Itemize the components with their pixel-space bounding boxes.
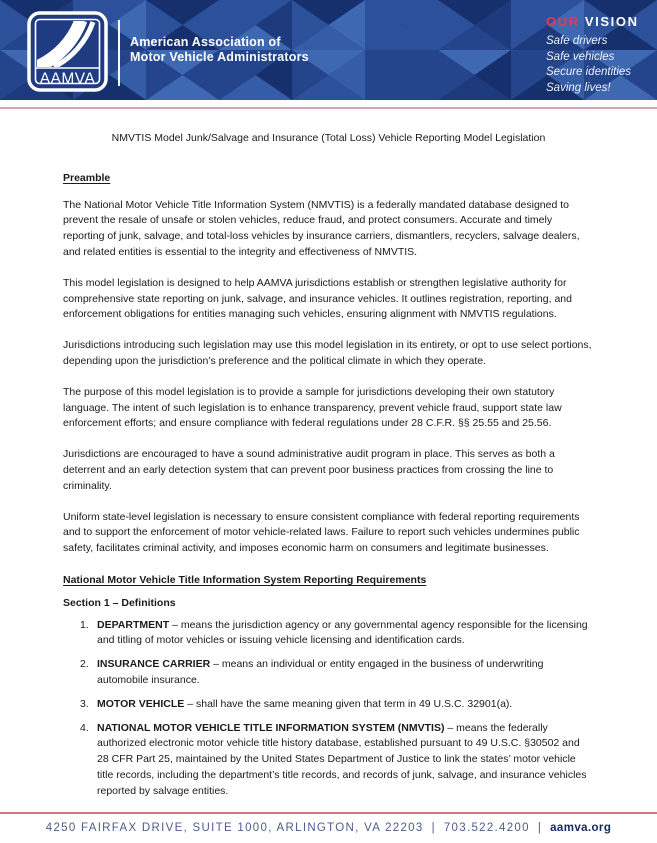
footer-contact-line: [0, 822, 657, 834]
vision-item: Safe drivers: [546, 35, 608, 47]
definition-item: [63, 657, 594, 689]
org-name: [130, 35, 309, 65]
definition-item: [63, 697, 594, 713]
definition-number: 1.: [80, 618, 89, 631]
preamble-paragraph: The National Motor Vehicle Title Information System (NMVTIS) is a federally mandated database designed to prevent the resale of unsafe or stolen vehicles, reduce fraud, and protect consumers. Accurate and timely reporting of junk, salvage, and total-loss vehicles by insurance carriers, dismantlers, recyclers, salvage dealers, and related entities is essential to the integrity and effectiveness of NMVTIS.: [63, 198, 580, 258]
definition-number: 4.: [80, 721, 89, 734]
vision-block: [546, 14, 651, 96]
definition-number: 3.: [80, 697, 89, 710]
definition-term: INSURANCE CARRIER: [97, 658, 211, 671]
vision-item: Safe vehicles: [546, 50, 615, 63]
definition-term: MOTOR VEHICLE: [97, 697, 185, 710]
aamva-road-icon: [27, 11, 108, 92]
vision-our: OUR: [546, 14, 580, 29]
logo-text: AAMVA: [39, 70, 96, 88]
footer-address: 4250 FAIRFAX DRIVE, SUITE 1000, ARLINGTON, VA 22203: [45, 822, 424, 834]
definition-text: – means an individual or entity engaged in the business of underwriting automobile insurance.: [97, 658, 544, 686]
document-title: NMVTIS Model Junk/Salvage and Insurance (Total Loss) Vehicle Reporting Model Legislation: [111, 132, 546, 144]
definition-item: [63, 721, 594, 800]
header-rule: [0, 107, 657, 109]
footer-separator: |: [431, 822, 436, 834]
aamva-logo: [27, 11, 108, 92]
preamble-paragraph: The purpose of this model legislation is to provide a sample for jurisdictions developing their own statutory language. The intent of such legislation is to enhance transparency, prevent vehicle fraud, support state law enforcement efforts; and ensure compliance with federal regulations under 28 C.F.R. §§ 25.55 and 25.56.: [63, 385, 562, 430]
definition-text: – means the jurisdiction agency or any governmental agency responsible for the licensing and titling of motor vehicles or issuing vehicle licensing and identification cards.: [97, 618, 588, 647]
preamble-paragraph: Uniform state-level legislation is necessary to ensure consistent compliance with federal reporting requirements and to support the enforcement of motor vehicle-related laws. Failure to report such vehicles undermines public safety, facilitates criminal activity, and imposes economic harm on consumers and legitimate businesses.: [63, 510, 580, 555]
vision-item: Saving lives!: [546, 81, 611, 94]
vision-title: [546, 14, 651, 29]
definition-text: – means the federally authorized electronic motor vehicle title history database, established pursuant to 49 U.S.C. §30502 and 28 CFR Part 25, maintained by the United States Department of Justice to link the states’ motor vehicle title records, including the department’s title records, and records of junk, salvage, and insurance vehicles reported by salvage entities.: [97, 721, 587, 797]
definition-term: DEPARTMENT: [97, 618, 170, 631]
preamble-paragraph: Jurisdictions are encouraged to have a sound administrative audit program in place. This serves as both a deterrent and an early detection system that can prevent poor business practices from crossing the line to criminality.: [63, 448, 555, 492]
banner-divider: [118, 20, 120, 86]
footer-website-link[interactable]: aamva.org: [550, 822, 612, 834]
org-name-line2: Motor Vehicle Administrators: [130, 50, 309, 64]
header-banner: [0, 0, 657, 100]
page-footer: [0, 812, 657, 843]
footer-rule: [0, 812, 657, 814]
preamble-heading: Preamble: [63, 171, 111, 184]
definition-number: 2.: [80, 658, 89, 671]
vision-word: VISION: [579, 14, 639, 29]
org-name-line1: American Association of: [130, 35, 281, 49]
preamble-paragraph: This model legislation is designed to help AAMVA jurisdictions establish or strengthen legislative authority for comprehensive state reporting on junk, salvage, and insurance vehicles. It outlines registration, reporting, and enforcement obligations for entities managing such vehicles, ensuring alignment with NMVTIS regulations.: [63, 276, 572, 321]
footer-phone: 703.522.4200: [443, 822, 530, 834]
footer-separator: |: [537, 822, 543, 834]
preamble-paragraph: Jurisdictions introducing such legislation may use this model legislation in its entirety, or opt to use select portions, depending upon the jurisdiction’s preference and the political climate in which they operate.: [63, 339, 592, 367]
section1-heading: Section 1 – Definitions: [63, 596, 176, 609]
definition-item: [63, 618, 594, 650]
document-content: [0, 131, 657, 800]
vision-items: [546, 34, 651, 96]
definition-term: NATIONAL MOTOR VEHICLE TITLE INFORMATION SYSTEM (NMVTIS): [97, 721, 445, 734]
reporting-requirements-heading: National Motor Vehicle Title Information System Reporting Requirements: [63, 573, 427, 586]
vision-item: Secure identities: [546, 66, 632, 78]
definitions-list: [63, 618, 594, 800]
definition-text: – shall have the same meaning given that term in 49 U.S.C. 32901(a).: [187, 697, 513, 710]
